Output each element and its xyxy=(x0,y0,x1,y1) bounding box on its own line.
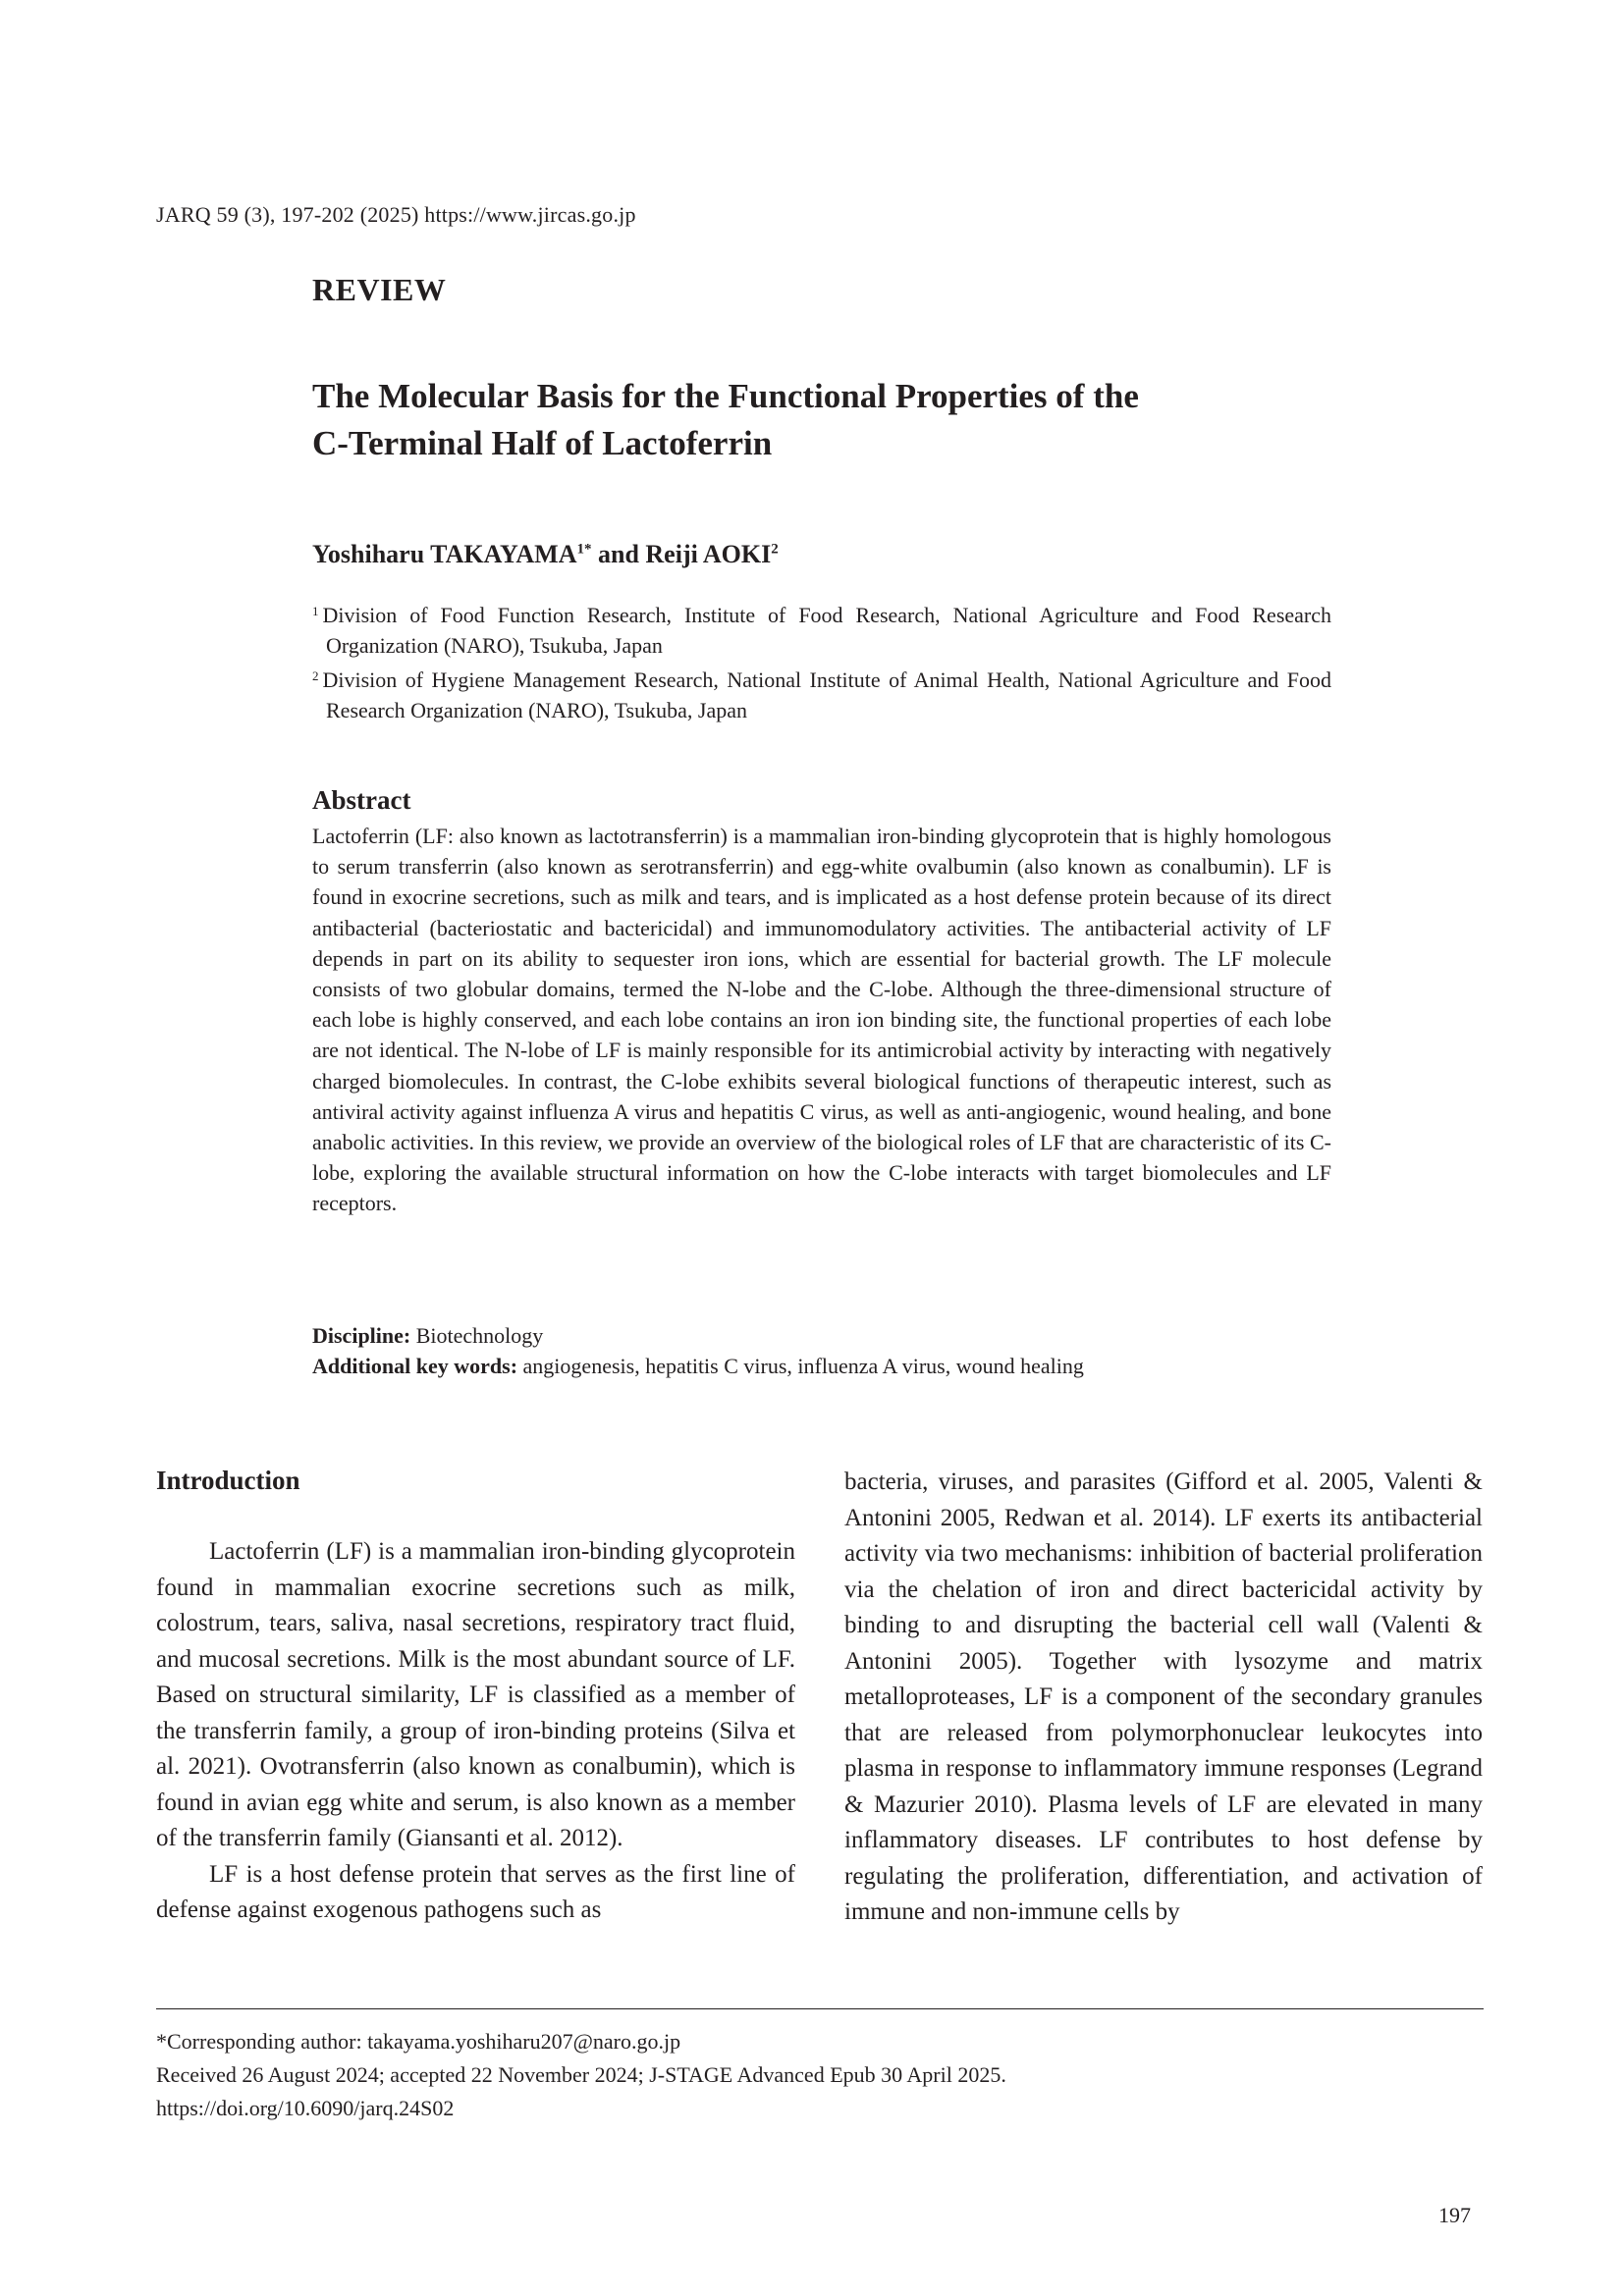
introduction-heading: Introduction xyxy=(156,1466,300,1495)
abstract-heading: Abstract xyxy=(312,785,411,815)
body-paragraph: LF is a host defense protein that serves as the first line of defense against exogenous pathogens such as xyxy=(156,1860,795,1923)
body-column-left xyxy=(156,1534,795,1929)
article-title xyxy=(312,373,1343,467)
discipline-value: Biotechnology xyxy=(410,1323,544,1348)
author-name: Reiji AOKI xyxy=(645,540,772,568)
author-list xyxy=(312,540,779,569)
affiliation-item xyxy=(312,596,1331,661)
corresponding-author-note: *Corresponding author: takayama.yoshiharu207@naro.go.jp xyxy=(156,2029,681,2054)
article-title-line-2: C-Terminal Half of Lactoferrin xyxy=(312,424,773,462)
discipline-label: Discipline: xyxy=(312,1323,411,1348)
author-name: Yoshiharu TAKAYAMA xyxy=(312,540,577,568)
author-conjunction: and xyxy=(591,540,646,568)
affiliation-number: 2 xyxy=(312,668,319,683)
author-affiliation-mark: 2 xyxy=(771,541,779,558)
keywords-value: angiogenesis, hepatitis C virus, influenza A virus, wound healing xyxy=(517,1354,1084,1378)
keywords-label: Additional key words: xyxy=(312,1354,518,1378)
doi-link[interactable]: https://doi.org/10.6090/jarq.24S02 xyxy=(156,2096,455,2120)
affiliation-number: 1 xyxy=(312,604,319,618)
body-paragraph: bacteria, viruses, and parasites (Gifford et al. 2005, Valenti & Antonini 2005, Redwan et al. 2014). LF exerts its antibacterial activity via two mechanisms: inhibition of bacterial proliferation via the chelation of iron and direct bactericidal activity by binding to and disrupting the bacterial cell wall (Valenti & Antonini 2005). Together with lysozyme and matrix metalloproteases, LF is a component of the secondary granules that are released from polymorphonuclear leukocytes into plasma in response to inflammatory immune responses (Legrand & Mazurier 2010). Plasma levels of LF are elevated in many inflammatory diseases. LF contributes to host defense by regulating the proliferation, differentiation, and activation of immune and non-immune cells by xyxy=(844,1468,1483,1925)
author-affiliation-mark: 1* xyxy=(576,541,592,558)
abstract-body: Lactoferrin (LF: also known as lactotransferrin) is a mammalian iron-binding glycoprotein that is highly homologous to serum transferrin (also known as serotransferrin) and egg-white ovalbumin (also known as conalbumin). LF is found in exocrine secretions, such as milk and tears, and is implicated as a host defense protein because of its direct antibacterial (bacteriostatic and bactericidal) and immunomodulatory activities. The antibacterial activity of LF depends in part on its ability to sequester iron ions, which are essential for bacterial growth. The LF molecule consists of two globular domains, termed the N-lobe and the C-lobe. Although the three-dimensional structure of each lobe is highly conserved, and each lobe contains an iron ion binding site, the functional properties of each lobe are not identical. The N-lobe of LF is mainly responsible for its antimicrobial activity by interacting with negatively charged biomolecules. In contrast, the C-lobe exhibits several biological functions of therapeutic interest, such as antiviral activity against influenza A virus and hepatitis C virus, as well as anti-angiogenic, wound healing, and bone anabolic activities. In this review, we provide an overview of the biological roles of LF that are characteristic of its C-lobe, exploring the available structural information on how the C-lobe interacts with target biomolecules and LF receptors. xyxy=(312,824,1331,1216)
affiliation-text: Division of Food Function Research, Institute of Food Research, National Agriculture and Food Research Organization (NARO), Tsukuba, Japan xyxy=(322,603,1331,658)
keywords-line xyxy=(312,1351,1084,1381)
affiliation-list xyxy=(312,596,1331,725)
footnotes xyxy=(156,2025,1006,2125)
article-type-label: REVIEW xyxy=(312,272,447,307)
discipline-line xyxy=(312,1320,543,1351)
body-paragraph: Lactoferrin (LF) is a mammalian iron-binding glycoprotein found in mammalian exocrine secretions such as milk, colostrum, tears, saliva, nasal secretions, respiratory tract fluid, and mucosal secretions. Milk is the most abundant source of LF. Based on structural similarity, LF is classified as a member of the transferrin family, a group of iron-binding proteins (Silva et al. 2021). Ovotransferrin (also known as conalbumin), which is found in avian egg white and serum, is also known as a member of the transferrin family (Giansanti et al. 2012). xyxy=(156,1538,795,1851)
page-number: 197 xyxy=(1438,2203,1471,2227)
affiliation-text: Division of Hygiene Management Research, National Institute of Animal Health, National Agriculture and Food Research Organization (NARO), Tsukuba, Japan xyxy=(322,667,1331,722)
article-title-line-1: The Molecular Basis for the Functional Properties of the xyxy=(312,377,1139,415)
received-dates-note: Received 26 August 2024; accepted 22 November 2024; J-STAGE Advanced Epub 30 April 2025. xyxy=(156,2062,1006,2087)
journal-header: JARQ 59 (3), 197-202 (2025) https://www.jircas.go.jp xyxy=(156,202,636,227)
affiliation-item xyxy=(312,661,1331,725)
body-column-right xyxy=(844,1465,1483,1931)
footnote-divider xyxy=(156,2008,1484,2009)
